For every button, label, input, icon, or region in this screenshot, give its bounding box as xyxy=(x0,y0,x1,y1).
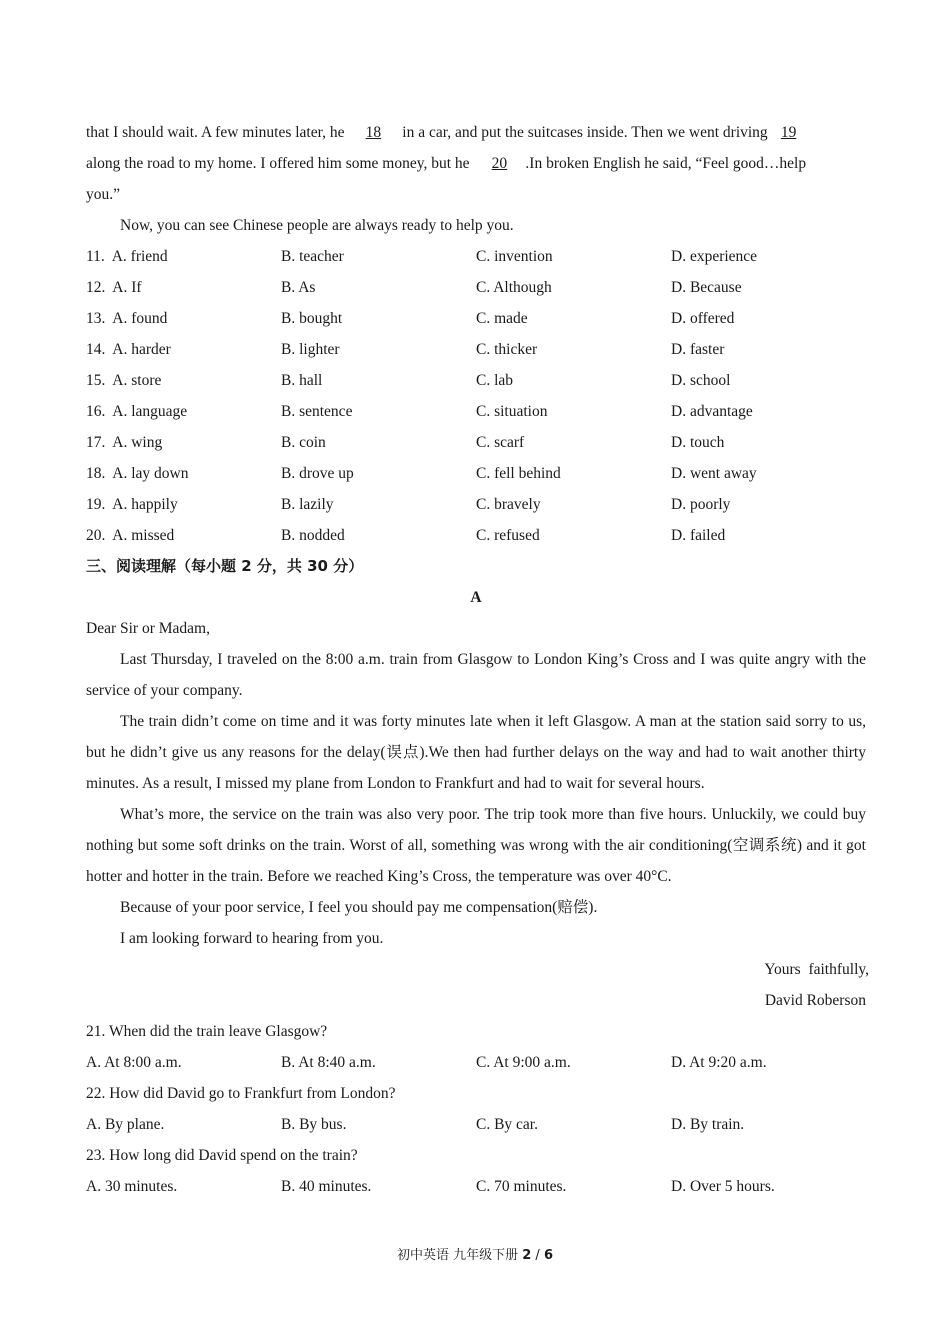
question-stem: 23. How long did David spend on the train? xyxy=(86,1147,358,1164)
question-stem: 22. How did David go to Frankfurt from London? xyxy=(86,1085,396,1102)
passage-label: A xyxy=(470,589,482,606)
answer-options: A. At 8:00 a.m. B. At 8:40 a.m. C. At 9:00 a.m. D. At 9:20 a.m. xyxy=(86,1054,767,1071)
question-row: 15. A. store B. hall C. lab D. school xyxy=(86,372,731,389)
letter-paragraph: Because of your poor service, I feel you should pay me compensation(赔偿). xyxy=(120,899,598,916)
question-row: 17. A. wing B. coin C. scarf D. touch xyxy=(86,434,725,451)
cloze-line-4: Now, you can see Chinese people are always ready to help you. xyxy=(120,217,514,234)
question-row: 13. A. found B. bought C. made D. offered xyxy=(86,310,735,327)
letter-closing: Yours faithfully, xyxy=(764,961,869,978)
letter-paragraph: Last Thursday, I traveled on the 8:00 a.m. train from Glasgow to London King’s Cross and I was quite angry with the service of your company. xyxy=(86,651,866,699)
letter-paragraph: The train didn’t come on time and it was forty minutes late when it left Glasgow. A man at the station said sorry to us, but he didn’t give us any reasons for the delay(误点).We then had further delays on the way and had to wait another thirty minutes. As a result, I missed my plane from London to Frankfurt and had to wait for several hours. xyxy=(86,713,866,792)
cloze-line-1: that I should wait. A few minutes later, he 18 in a car, and put the suitcases inside. Then we went driving 19 xyxy=(86,117,866,148)
letter-greeting: Dear Sir or Madam, xyxy=(86,620,210,637)
question-row: 12. A. If B. As C. Although D. Because xyxy=(86,279,742,296)
blank-18: 18 xyxy=(365,124,382,141)
section-title: 三、阅读理解（每小题 2 分，共 30 分） xyxy=(86,557,364,575)
question-row: 11. A. friend B. teacher C. invention D. experience xyxy=(86,248,758,265)
page-footer: 初中英语 九年级下册 2 / 6 xyxy=(396,1248,553,1263)
cloze-options xyxy=(86,241,866,551)
cloze-line-3: you.” xyxy=(86,186,121,203)
question-row: 19. A. happily B. lazily C. bravely D. poorly xyxy=(86,496,731,513)
answer-options: A. By plane. B. By bus. C. By car. D. By train. xyxy=(86,1116,745,1133)
answer-options: A. 30 minutes. B. 40 minutes. C. 70 minutes. D. Over 5 hours. xyxy=(86,1178,775,1195)
letter-signature: David Roberson xyxy=(764,992,866,1009)
blank-20: 20 xyxy=(491,155,508,172)
question-row: 16. A. language B. sentence C. situation D. advantage xyxy=(86,403,753,420)
question-row: 18. A. lay down B. drove up C. fell behind D. went away xyxy=(86,465,757,482)
page-number: 2 xyxy=(522,1248,532,1263)
cloze-line-2: along the road to my home. I offered him some money, but he 20 .In broken English he said, “Feel good…help xyxy=(86,148,866,179)
question-row: 14. A. harder B. lighter C. thicker D. faster xyxy=(86,341,725,358)
letter-paragraph: What’s more, the service on the train was also very poor. The trip took more than five hours. Unluckily, we could buy nothing but some soft drinks on the train. Worst of all, something was wrong with the air conditioning(空调系统) and it got hotter and hotter in the train. Before we reached King’s Cross, the temperature was over 40°C. xyxy=(86,806,866,885)
document-page xyxy=(86,117,869,1202)
page-total: 6 xyxy=(543,1248,553,1263)
question-row: 20. A. missed B. nodded C. refused D. failed xyxy=(86,527,726,544)
letter-paragraph: I am looking forward to hearing from you. xyxy=(120,930,384,947)
question-stem: 21. When did the train leave Glasgow? xyxy=(86,1023,328,1040)
blank-19: 19 xyxy=(780,124,797,141)
